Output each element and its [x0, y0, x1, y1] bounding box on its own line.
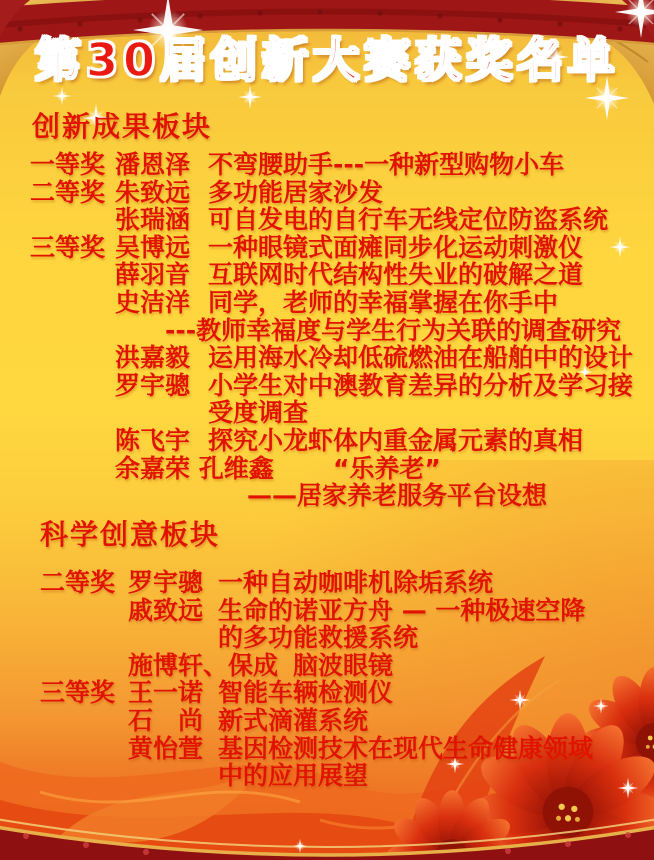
winner-name: 陈飞宇: [115, 425, 191, 455]
award-row: [0, 344, 654, 372]
award-row: [0, 289, 654, 317]
winner-name: 余嘉荣 孔维鑫: [115, 453, 274, 483]
project-title-continuation: 受度调查: [208, 398, 309, 428]
award-section: [0, 108, 654, 510]
winner-name: 王一诺: [128, 678, 204, 708]
project-title: 多功能居家沙发: [208, 177, 384, 207]
section-header: 科学创意板块: [40, 518, 221, 551]
award-row: [0, 652, 654, 680]
award-row: [0, 179, 654, 207]
project-title: 探究小龙虾体内重金属元素的真相: [208, 425, 584, 455]
winner-name: 薛羽音: [115, 260, 191, 290]
award-row: [0, 261, 654, 289]
award-rows: [0, 151, 654, 510]
winner-name: 戚致远: [128, 595, 204, 625]
winner-name: 罗宇骢: [128, 568, 204, 597]
award-rank: 三等奖: [30, 232, 106, 262]
project-title: 智能车辆检测仪: [218, 678, 394, 708]
award-rank: 三等奖: [40, 678, 116, 708]
project-title: 一种自动咖啡机除垢系统: [218, 568, 494, 597]
project-title: 可自发电的自行车无线定位防盗系统: [208, 205, 609, 235]
award-row: [0, 206, 654, 234]
award-row: [0, 234, 654, 262]
winner-name: 吴博远: [115, 232, 191, 262]
award-row: [0, 569, 654, 597]
project-title-continuation: 的多功能救援系统: [218, 623, 419, 653]
project-title: 运用海水冷却低硫燃油在船舶中的设计: [208, 343, 634, 373]
award-rank: 二等奖: [30, 177, 106, 207]
award-row: [0, 455, 654, 483]
project-title: 同学，老师的幸福掌握在你手中: [208, 287, 559, 317]
award-row: [0, 372, 654, 400]
section-header: 创新成果板块: [32, 110, 213, 143]
award-row: [0, 735, 654, 763]
winner-name: 潘恩泽: [115, 150, 191, 179]
winner-name: 洪嘉毅: [115, 343, 191, 373]
winner-name: 张瑞涵: [115, 205, 191, 235]
winner-name: 朱致远: [115, 177, 191, 207]
winner-name: 石 尚: [128, 705, 204, 735]
project-title: 互联网时代结构性失业的破解之道: [208, 260, 584, 290]
project-title-continuation: 中的应用展望: [218, 761, 369, 791]
project-title: 小学生对中澳教育差异的分析及学习接: [208, 370, 634, 400]
award-section: [0, 516, 654, 790]
award-rank: 一等奖: [30, 150, 106, 179]
project-title: 脑波眼镜: [293, 650, 394, 680]
award-rows: [0, 569, 654, 790]
award-row: [0, 679, 654, 707]
award-rank: 二等奖: [40, 568, 116, 597]
project-title-continuation: ——居家养老服务平台设想: [247, 481, 548, 511]
project-title: 基因检测技术在现代生命健康领域: [218, 733, 594, 763]
project-title: “乐养老”: [333, 453, 441, 483]
award-row: [0, 707, 654, 735]
award-row: [0, 597, 654, 625]
winner-name: 史洁洋: [115, 287, 191, 317]
award-row: [0, 427, 654, 455]
award-row: [0, 151, 654, 179]
project-title: 不弯腰助手---一种新型购物小车: [208, 150, 565, 179]
project-title: 新式滴灌系统: [218, 705, 369, 735]
project-title-continuation: ---教师幸福度与学生行为关联的调查研究: [165, 315, 622, 345]
project-title: 一种眼镜式面瘫同步化运动刺激仪: [208, 232, 584, 262]
poster-title: 第30届创新大赛获奖名单: [34, 33, 619, 87]
project-title: 生命的诺亚方舟 — 一种极速空降: [218, 595, 586, 625]
winner-name: 黄怡萱: [128, 733, 204, 763]
winner-name: 施博轩、保成: [128, 650, 279, 680]
winner-name: 罗宇骢: [115, 370, 191, 400]
